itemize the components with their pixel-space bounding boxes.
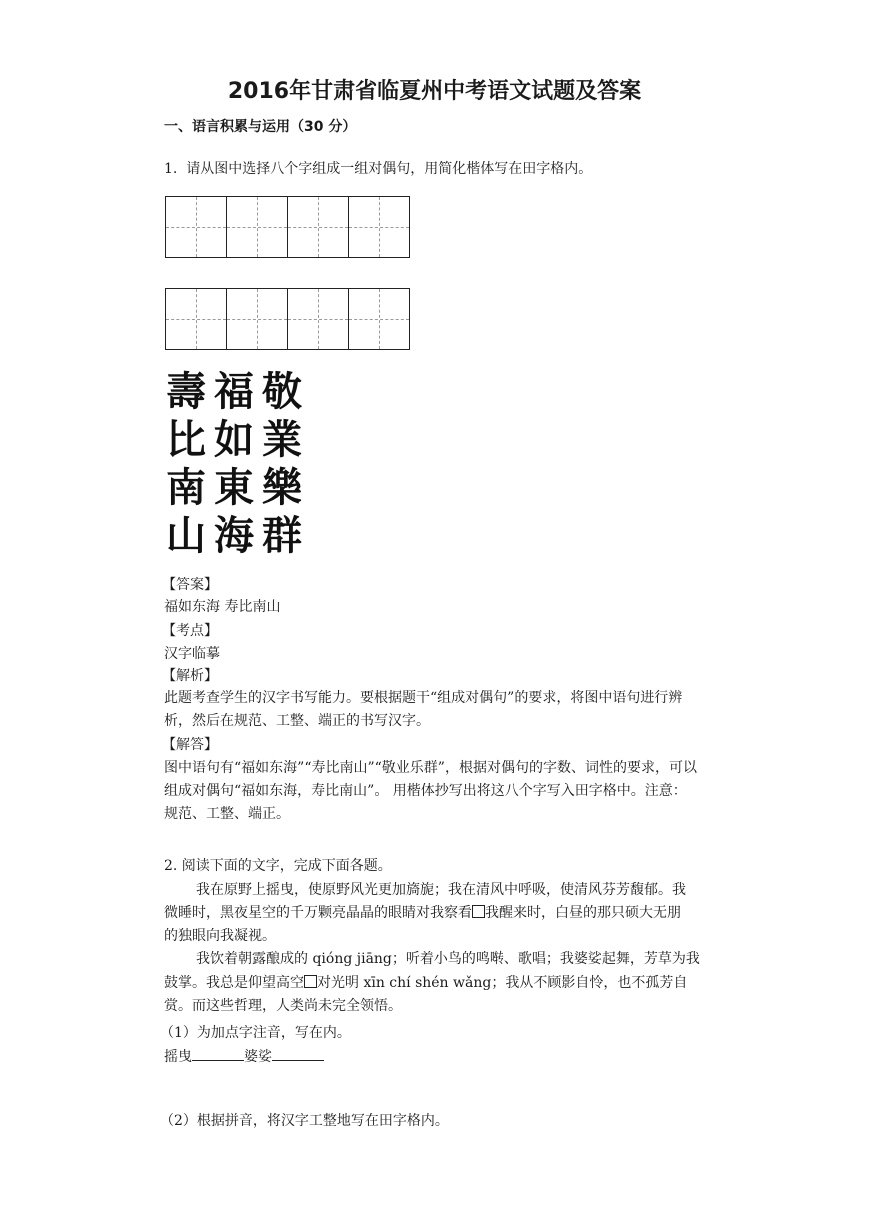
passage-fragment: 鼓掌。我总是仰望高空 [164, 975, 304, 991]
grid-cell [349, 289, 409, 349]
grid-cell [349, 197, 409, 257]
answer-blank[interactable] [272, 1046, 324, 1061]
passage-line: 我饮着朝露酿成的 qióng jiāng；听着小鸟的鸣啭、歌唱；我婆娑起舞，芳草为我 [196, 951, 700, 967]
grid-cell [288, 197, 349, 257]
word-label: 婆娑 [244, 1049, 272, 1065]
page-title: 2016年甘肃省临夏州中考语文试题及答案 [227, 79, 642, 104]
calligraphy-char: 業 [262, 416, 302, 463]
passage-line: 赏。而这些哲理，人类尚未完全领悟。 [164, 998, 402, 1014]
jieda-line: 规范、工整、端正。 [164, 806, 290, 822]
passage-line: 我在原野上摇曳，使原野风光更加旖旎；我在清风中呼吸，使清风芬芳馥郁。我 [196, 882, 686, 898]
passage-line [164, 972, 687, 994]
calligraphy-image [162, 368, 306, 560]
answer-label: 【答案】 [162, 577, 218, 593]
tianzige-grid-1 [165, 196, 410, 258]
passage-line: 的独眼向我凝视。 [164, 928, 276, 944]
calligraphy-char: 海 [214, 512, 254, 559]
sub-question-1: （1）为加点字注音，写在内。 [160, 1025, 351, 1041]
calligraphy-char: 敬 [262, 368, 302, 415]
kaodian-label: 【考点】 [162, 623, 218, 639]
grid-cell [166, 197, 227, 257]
calligraphy-char: 群 [262, 512, 302, 559]
sub-question-2: （2）根据拼音，将汉字工整地写在田字格内。 [160, 1113, 449, 1129]
calligraphy-char: 比 [166, 416, 206, 463]
answer-blank[interactable] [192, 1046, 244, 1061]
jieda-line: 图中语句有“福如东海”“寿比南山”“敬业乐群”，根据对偶句的字数、词性的要求，可以 [164, 760, 697, 776]
passage-fragment: 我醒来时，白昼的那只硕大无朋 [485, 905, 681, 921]
calligraphy-char: 東 [214, 464, 254, 511]
question-1-prompt: 1. 请从图中选择八个字组成一组对偶句，用简化楷体写在田字格内。 [164, 161, 593, 177]
jiexi-line: 析，然后在规范、工整、端正的书写汉字。 [164, 713, 430, 729]
jieda-line: 组成对偶句“福如东海，寿比南山”。 用楷体抄写出将这八个字写入田字格中。注意： [164, 783, 687, 799]
word-label: 摇曳 [164, 1049, 192, 1065]
jiexi-line: 此题考查学生的汉字书写能力。要根据题干“组成对偶句”的要求，将图中语句进行辨 [164, 690, 683, 706]
passage-fragment: 对光明 xīn chí shén wǎng；我从不顾影自怜，也不孤芳自 [317, 975, 688, 991]
blank-box [304, 975, 317, 988]
jiexi-label: 【解析】 [162, 668, 218, 684]
grid-cell [227, 197, 288, 257]
calligraphy-char: 南 [166, 464, 206, 511]
tianzige-grid-2 [165, 288, 410, 350]
section-heading: 一、语言积累与运用（30 分） [164, 119, 357, 135]
grid-cell [166, 289, 227, 349]
calligraphy-char: 福 [214, 368, 254, 415]
calligraphy-char: 山 [166, 512, 206, 559]
question-2-prompt: 2. 阅读下面的文字，完成下面各题。 [164, 858, 392, 874]
kaodian-text: 汉字临摹 [164, 646, 220, 662]
passage-fragment: 微睡时，黑夜星空的千万颗亮晶晶的眼睛对我察看 [164, 905, 472, 921]
blank-box [472, 905, 485, 918]
calligraphy-char: 如 [214, 416, 254, 463]
grid-cell [227, 289, 288, 349]
pinyin-blanks-line [164, 1046, 324, 1068]
calligraphy-char: 壽 [166, 368, 206, 415]
grid-cell [288, 289, 349, 349]
passage-line [164, 902, 681, 924]
jieda-label: 【解答】 [162, 737, 218, 753]
answer-text: 福如东海 寿比南山 [164, 599, 281, 615]
calligraphy-char: 樂 [262, 464, 302, 511]
